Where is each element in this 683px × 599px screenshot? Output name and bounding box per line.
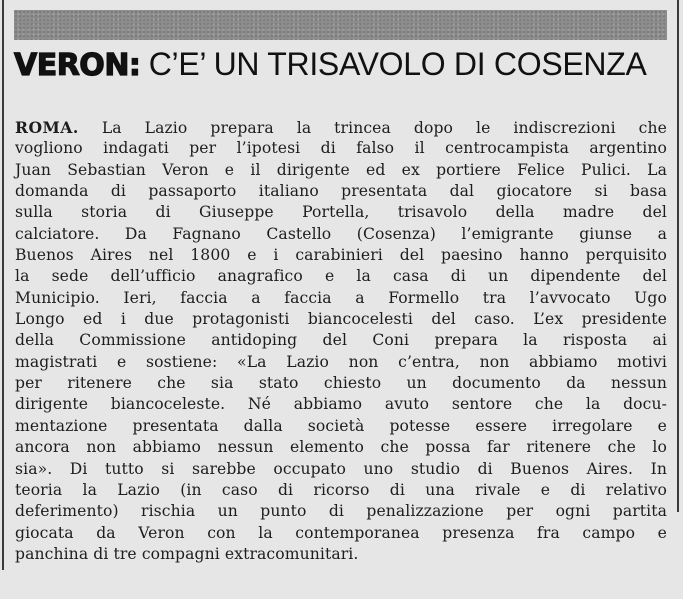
article-body bbox=[15, 117, 667, 565]
article-line: vogliono indagati per l’ipotesi di falso il centrocampista argentino bbox=[15, 139, 667, 158]
dateline: ROMA. bbox=[15, 118, 79, 137]
article-line: sulla storia di Giuseppe Portella, trisavolo della madre del bbox=[15, 203, 667, 222]
article-line: sia». Di tutto si sarebbe occupato uno studio di Buenos Aires. In bbox=[15, 459, 667, 478]
article-line bbox=[15, 117, 667, 138]
headline-title: C’E’ UN TRISAVOLO DI COSENZA bbox=[148, 46, 647, 82]
article-line: calciatore. Da Fagnano Castello (Cosenza) l’emigrante giunse a bbox=[15, 224, 667, 243]
article-line: mentazione presentata dalla società potesse essere irregolare e bbox=[15, 416, 667, 435]
article-line: Buenos Aires nel 1800 e i carabinieri del paesino hanno perquisito bbox=[15, 246, 667, 265]
article-line: domanda di passaporto italiano presentata dal giocatore si basa bbox=[15, 182, 667, 201]
line-text: La Lazio prepara la trincea dopo le indiscrezioni che bbox=[78, 119, 667, 137]
article-line: della Commissione antidoping del Coni prepara la risposta ai bbox=[15, 331, 667, 350]
header-bar bbox=[14, 10, 667, 40]
article-line: teoria la Lazio (in caso di ricorso di una rivale e di relativo bbox=[15, 480, 667, 499]
article-line: Longo ed i due protagonisti biancocelesti del caso. L’ex presidente bbox=[15, 310, 667, 329]
article-line: Municipio. Ieri, faccia a faccia a Formello tra l’avvocato Ugo bbox=[15, 288, 667, 307]
column-rule-left bbox=[2, 0, 4, 570]
article-line: giocata da Veron con la contemporanea presenza fra campo e bbox=[15, 523, 667, 542]
column-rule-right bbox=[677, 0, 679, 512]
article-line: deferimento) rischia un punto di penalizzazione per ogni partita bbox=[15, 502, 667, 521]
headline-kicker: VERON: bbox=[14, 48, 141, 83]
article-line: Juan Sebastian Veron e il dirigente ed ex portiere Felice Pulici. La bbox=[15, 160, 667, 179]
article-line: la sede dell’ufficio anagrafico e la casa di un dipendente del bbox=[15, 267, 667, 286]
article-line: ancora non abbiamo nessun elemento che possa far ritenere che lo bbox=[15, 438, 667, 457]
article-line: per ritenere che sia stato chiesto un documento da nessun bbox=[15, 374, 667, 393]
headline bbox=[14, 44, 647, 84]
article-line: dirigente biancoceleste. Né abbiamo avuto sentore che la docu- bbox=[15, 395, 667, 414]
article-line: panchina di tre compagni extracomunitari. bbox=[15, 544, 359, 563]
article-line: magistrati e sostiene: «La Lazio non c’entra, non abbiamo motivi bbox=[15, 352, 667, 371]
